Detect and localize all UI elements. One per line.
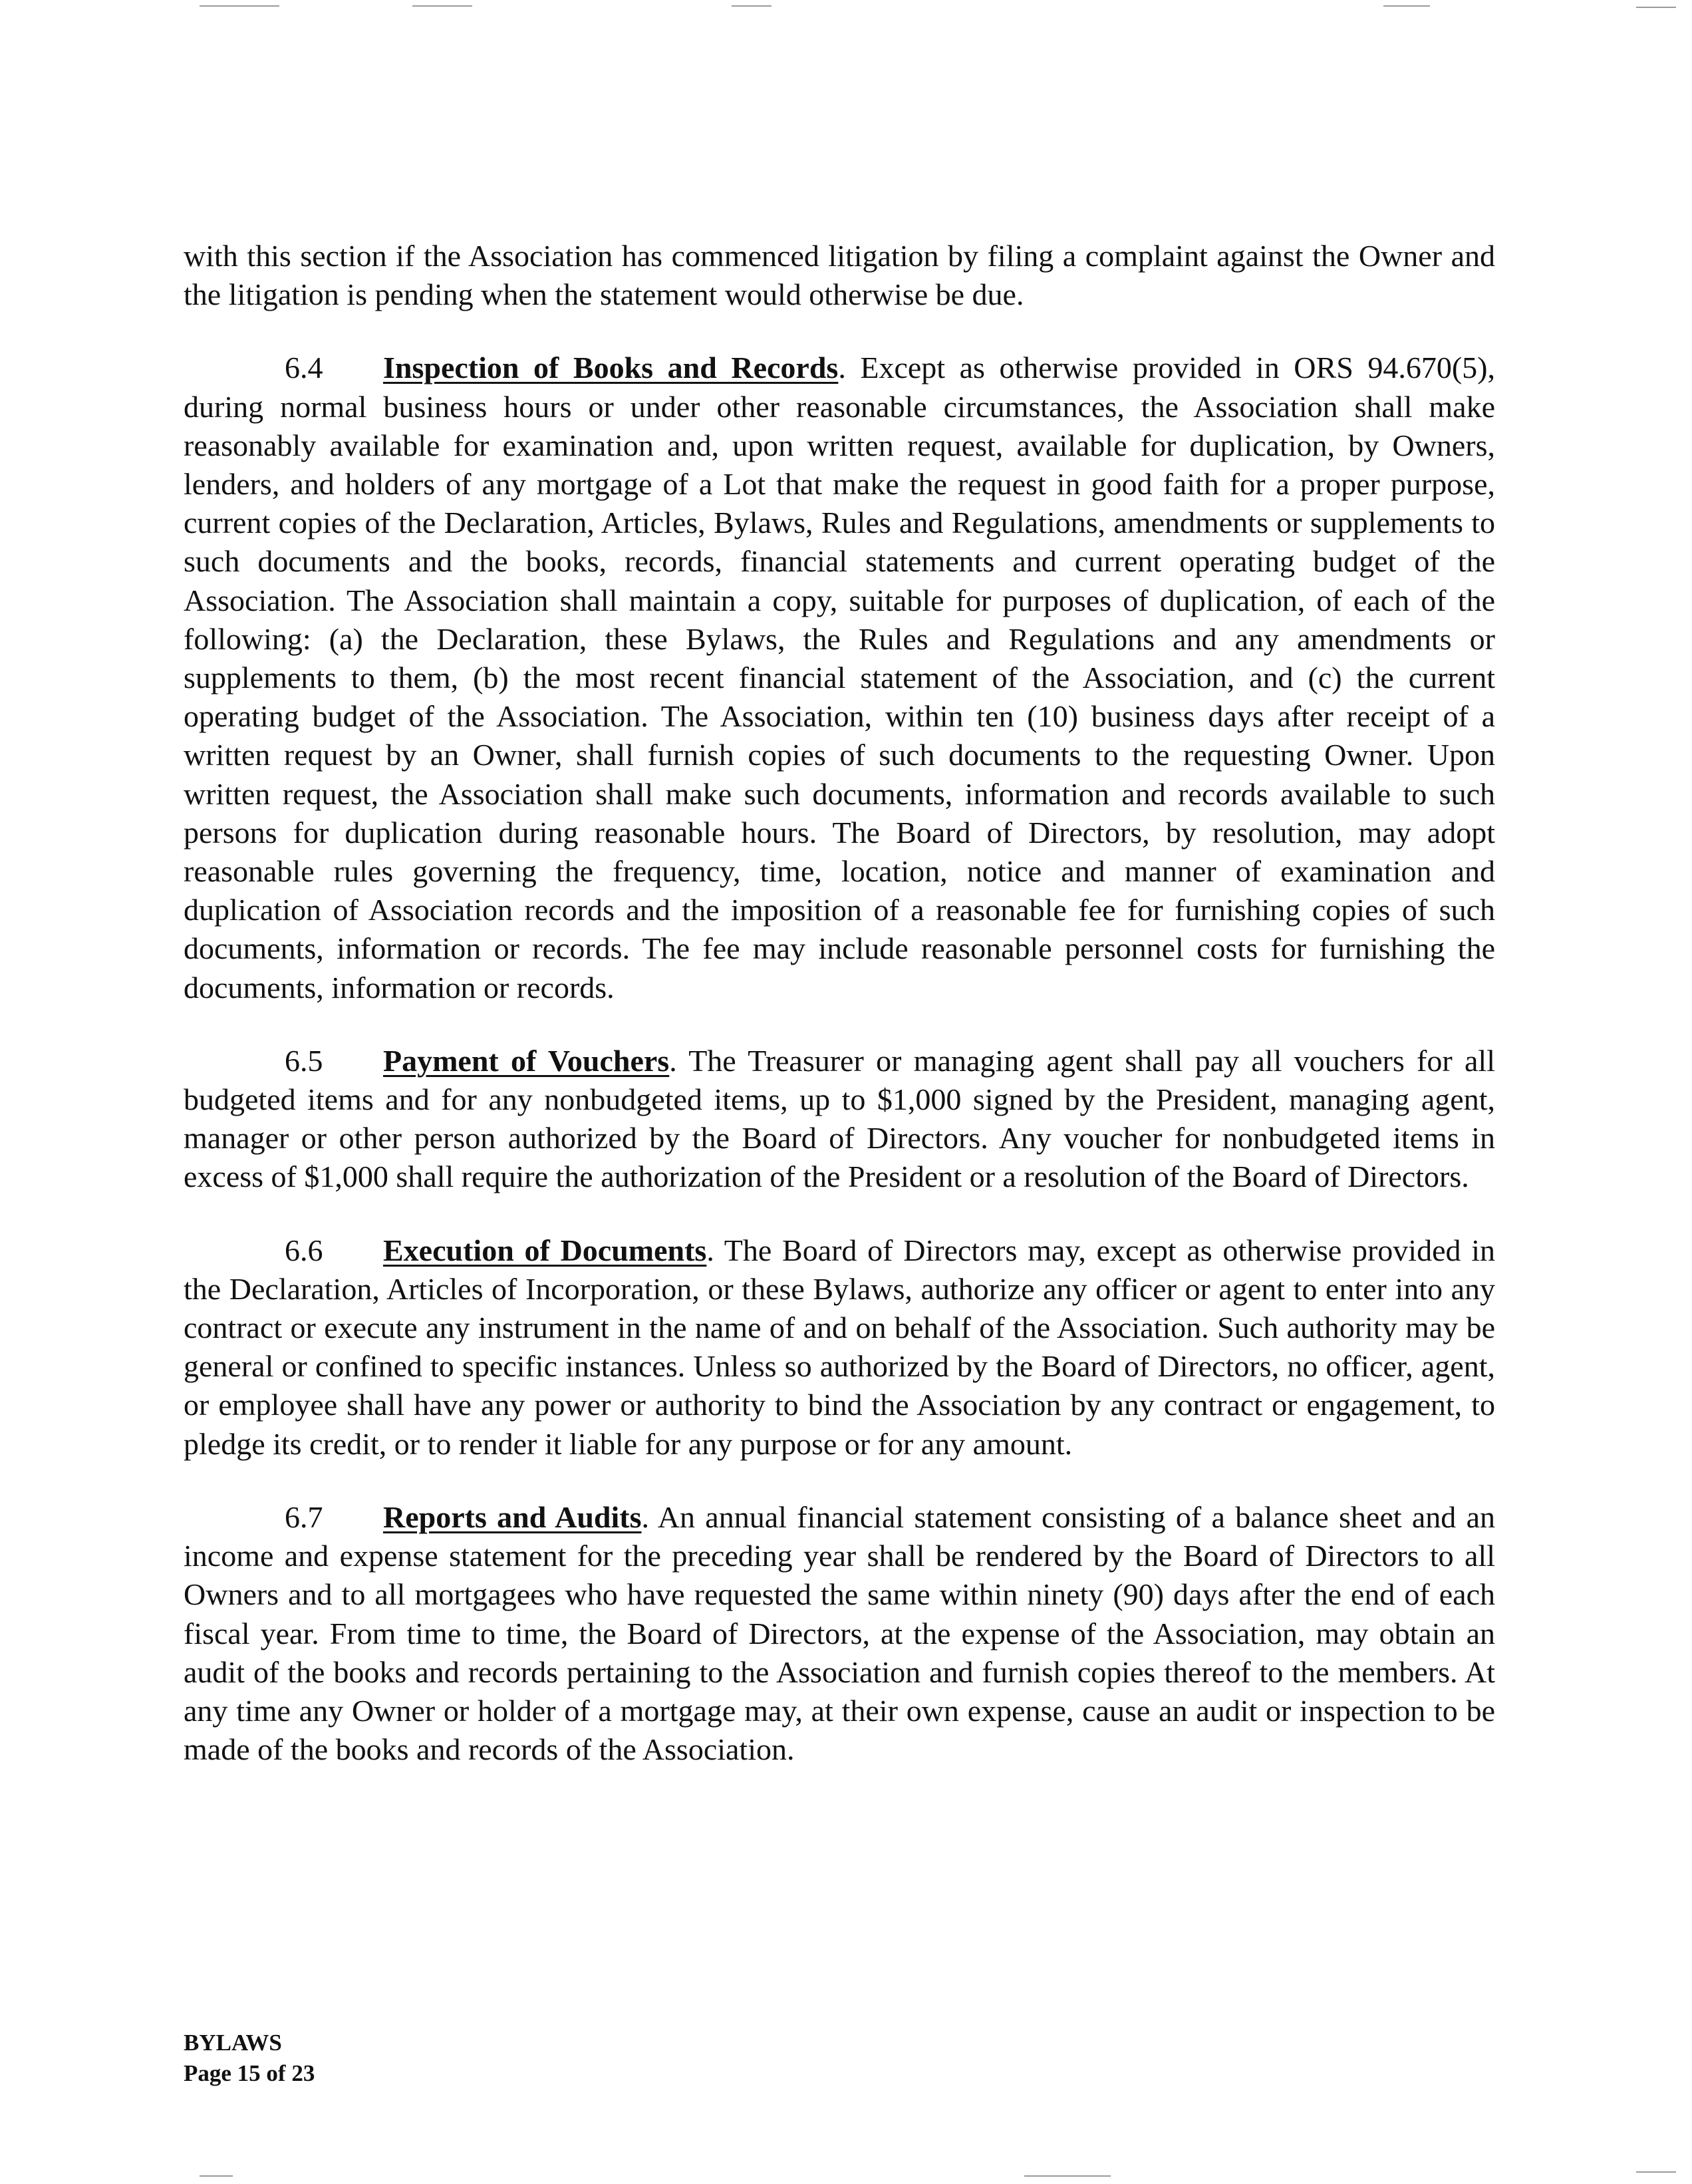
section-text: . The Treasurer or managing agent shall pay all vouchers for all budgeted items and for any nonbudgeted items, up to $1,000 signed by the President, managing agent, manager or other person authorized by the Board of Directors. Any voucher for nonbudgeted items in excess of $1,000 shall require the authorization of the President or a resolution of the Board of Directors.: [184, 1043, 1495, 1194]
section-6-4: [184, 349, 1495, 1007]
footer-page-number: Page 15 of 23: [184, 2060, 315, 2086]
scan-artifact: [1024, 2175, 1111, 2177]
scan-artifact: [1636, 7, 1676, 8]
section-number: 6.6: [285, 1233, 323, 1267]
section-number: 6.5: [285, 1043, 323, 1078]
scan-artifact: [1383, 5, 1430, 7]
continuation-text: with this section if the Association has commenced litigation by filing a complaint against the Owner and the litigation is pending when the statement would otherwise be due.: [184, 239, 1495, 312]
section-text: . The Board of Directors may, except as otherwise provided in the Declaration, Articles of Incorporation, or these Bylaws, authorize any officer or agent to enter into any contract or execute any instrument in the name of and on behalf of the Association. Such authority may be general or confined to specific instances. Unless so authorized by the Board of Directors, no officer, agent, or employee shall have any power or authority to bind the Association by any contract or engagement, to pledge its credit, or to render it liable for any purpose or for any amount.: [184, 1233, 1496, 1461]
section-heading: Execution of Documents: [383, 1233, 707, 1267]
section-heading: Payment of Vouchers: [383, 1043, 670, 1078]
scan-artifact: [412, 5, 472, 7]
section-text: . An annual financial statement consisting of a balance sheet and an income and expense statement for the preceding year shall be rendered by the Board of Directors to all Owners and to all mortgagees who have requested the same within ninety (90) days after the end of each fiscal year. From time to time, the Board of Directors, at the expense of the Association, may obtain an audit of the books and records pertaining to the Association and furnish copies thereof to the members. At any time any Owner or holder of a mortgage may, at their own expense, cause an audit or inspection to be made of the books and records of the Association.: [184, 1499, 1495, 1767]
scan-artifact: [200, 5, 279, 7]
section-heading: Reports and Audits: [383, 1499, 642, 1534]
section-6-7: [184, 1498, 1495, 1769]
section-heading: Inspection of Books and Records: [383, 351, 839, 385]
section-6-6: [184, 1231, 1495, 1464]
section-number: 6.7: [285, 1499, 323, 1534]
continuation-paragraph: [184, 237, 1495, 314]
scan-artifact: [200, 2175, 233, 2177]
page-footer: [184, 2028, 315, 2089]
scan-artifact: [1636, 2171, 1676, 2173]
footer-doc-name: BYLAWS: [184, 2030, 282, 2056]
section-text: . Except as otherwise provided in ORS 94.670(5), during normal business hours or under other reasonable circumstances, the Association shall make reasonably available for examination and, upon written request, available for duplication, by Owners, lenders, and holders of any mortgage of a Lot that make the request in good faith for a proper purpose, current copies of the Declaration, Articles, Bylaws, Rules and Regulations, amendments or supplements to such documents and the books, records, financial statements and current operating budget of the Association. The Association shall maintain a copy, suitable for purposes of duplication, of each of the following: (a) the Declaration, these Bylaws, the Rules and Regulations and any amendments or supplements to them, (b) the most recent financial statement of the Association, and (c) the current operating budget of the Association. The Association, within ten (10) business days after receipt of a written request by an Owner, shall furnish copies of such documents to the requesting Owner. Upon written request, the Association shall make such documents, information and records available to such persons for duplication during reasonable hours. The Board of Directors, by resolution, may adopt reasonable rules governing the frequency, time, location, notice and manner of examination and duplication of Association records and the imposition of a reasonable fee for furnishing copies of such documents, information or records. The fee may include reasonable personnel costs for furnishing the documents, information or records.: [184, 351, 1495, 1005]
section-6-5: [184, 1042, 1495, 1197]
section-number: 6.4: [285, 351, 323, 385]
scan-artifact: [732, 5, 772, 7]
document-body: [184, 237, 1495, 1769]
